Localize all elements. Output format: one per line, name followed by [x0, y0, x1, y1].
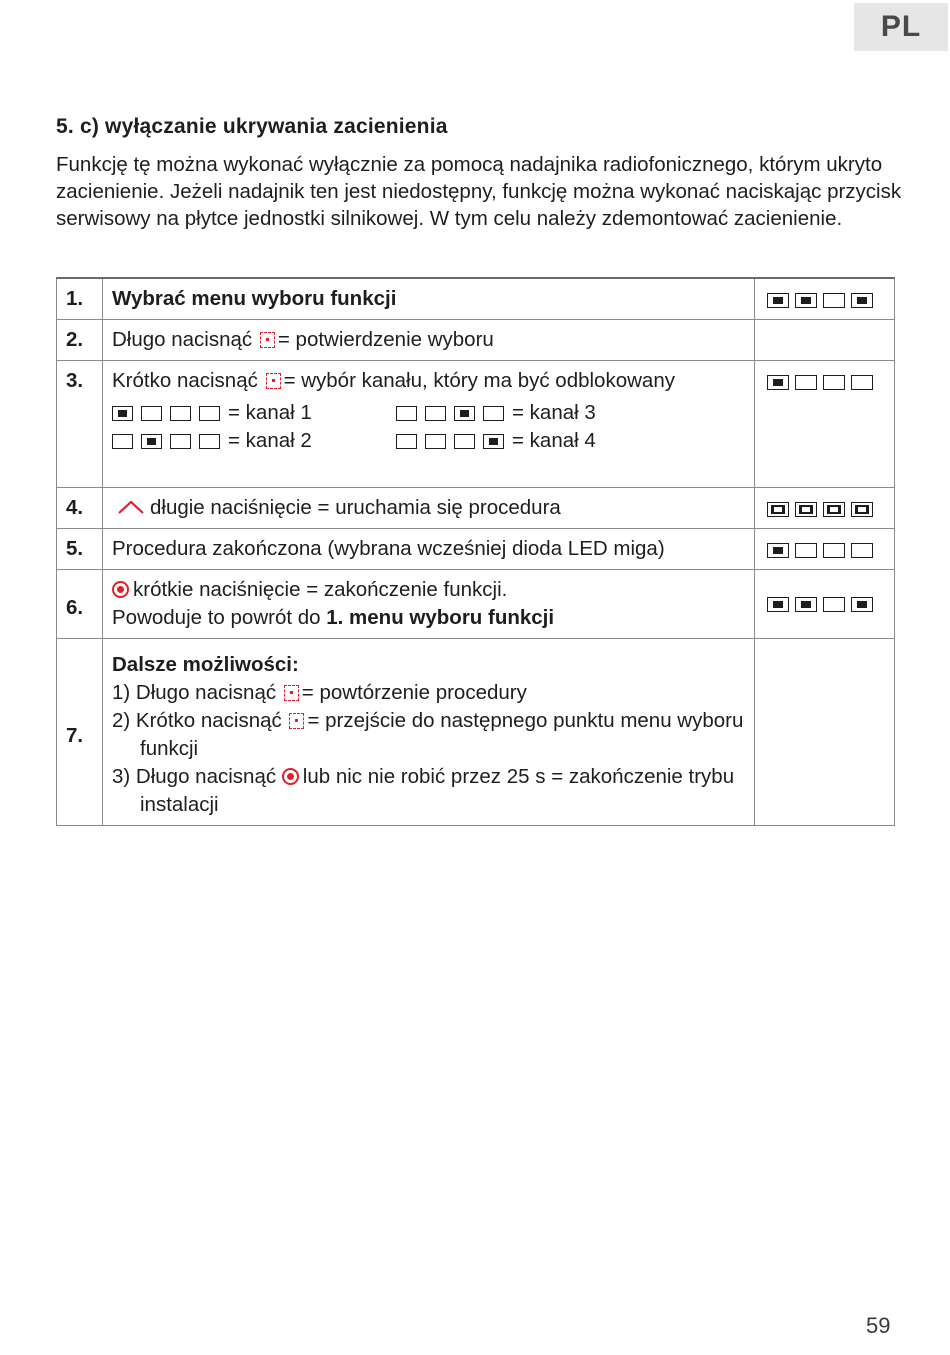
steps-table: [56, 277, 895, 826]
led-on-icon: [141, 434, 162, 449]
led-blink-icon: [795, 502, 817, 517]
programming-button-icon: [260, 332, 275, 348]
option-text: lub nic nie robić przez 25 s = zakończenie trybu instalacji: [140, 765, 735, 816]
step-text: [103, 320, 755, 361]
led-on-icon: [112, 406, 133, 421]
option-text: 1) Długo nacisnąć: [112, 681, 277, 704]
option-item: [112, 679, 746, 707]
stop-button-icon: [282, 768, 299, 785]
led-off-icon: [851, 375, 873, 390]
led-on-icon: [767, 597, 789, 612]
page-number: 59: [866, 1313, 891, 1338]
stop-button-icon: [112, 581, 129, 598]
led-off-icon: [396, 434, 417, 449]
step-text-part: Długo nacisnąć: [112, 328, 253, 351]
step-number: 1.: [57, 278, 103, 320]
led-indicators: [755, 639, 895, 826]
step-text-part: = wybór kanału, który ma być odblokowany: [283, 369, 675, 392]
led-off-icon: [396, 406, 417, 421]
led-indicators: [755, 320, 895, 361]
channel-label: = kanał 1: [228, 401, 312, 424]
led-on-icon: [454, 406, 475, 421]
table-row: [57, 278, 895, 320]
language-tab: PL: [854, 3, 948, 51]
channel-label: = kanał 3: [512, 401, 596, 424]
led-on-icon: [851, 293, 873, 308]
channel-leds: [396, 399, 512, 427]
channel-leds: [112, 399, 228, 427]
led-on-icon: [767, 543, 789, 558]
step-number: 6.: [57, 570, 103, 639]
led-off-icon: [170, 406, 191, 421]
table-row: [57, 639, 895, 826]
channel-item: [112, 427, 396, 455]
programming-button-icon: [266, 373, 281, 389]
channel-item: [112, 399, 396, 427]
programming-button-icon: [284, 685, 299, 701]
led-indicators: [755, 488, 895, 529]
led-indicators: [755, 570, 895, 639]
led-on-icon: [767, 293, 789, 308]
led-on-icon: [795, 293, 817, 308]
option-text: = przejście do następnego punktu menu wyboru funkcji: [140, 709, 744, 760]
led-blink-icon: [823, 502, 845, 517]
option-text: 2) Krótko nacisnąć: [112, 709, 282, 732]
channel-legend: [112, 399, 746, 455]
step-text-emphasis: 1. menu wyboru funkcji: [326, 606, 555, 629]
up-arrow-icon: [116, 499, 146, 515]
option-item: [112, 707, 746, 763]
channel-label: = kanał 2: [228, 429, 312, 452]
step-text-part: krótkie naciśnięcie = zakończenie funkcji.: [133, 578, 508, 601]
led-off-icon: [112, 434, 133, 449]
led-on-icon: [795, 597, 817, 612]
led-indicators: [755, 361, 895, 488]
led-off-icon: [823, 597, 845, 612]
channel-leds: [112, 427, 228, 455]
intro-paragraph: Funkcję tę można wykonać wyłącznie za pomocą nadajnika radiofonicznego, którym ukryto zacienienie. Jeżeli nadajnik ten jest niedostępny, funkcję można wykonać naciskając przycisk serwisowy na płytce jednostki silnikowej. W tym celu należy zdemontować zacienienie.: [56, 153, 902, 230]
led-off-icon: [454, 434, 475, 449]
led-off-icon: [795, 543, 817, 558]
option-item: [112, 763, 746, 819]
channel-item: [396, 427, 696, 455]
step-text-part: = potwierdzenie wyboru: [277, 328, 494, 351]
step-text-part: Krótko nacisnąć: [112, 369, 258, 392]
led-blink-icon: [767, 502, 789, 517]
channel-item: [396, 399, 696, 427]
section-heading: 5. c) wyłączanie ukrywania zacienienia: [56, 115, 448, 138]
table-row: [57, 361, 895, 488]
table-row: [57, 488, 895, 529]
programming-button-icon: [289, 713, 304, 729]
table-row: [57, 570, 895, 639]
step-text: [103, 488, 755, 529]
led-off-icon: [199, 434, 220, 449]
led-off-icon: [483, 406, 504, 421]
led-off-icon: [823, 375, 845, 390]
step-text: Procedura zakończona (wybrana wcześniej dioda LED miga): [103, 529, 755, 570]
options-title: Dalsze możliwości:: [112, 653, 299, 676]
table-row: [57, 320, 895, 361]
table-row: [57, 529, 895, 570]
step-number: 3.: [57, 361, 103, 488]
led-off-icon: [851, 543, 873, 558]
led-off-icon: [425, 434, 446, 449]
channel-label: = kanał 4: [512, 429, 596, 452]
led-on-icon: [851, 597, 873, 612]
step-number: 4.: [57, 488, 103, 529]
led-on-icon: [483, 434, 504, 449]
step-text: [103, 361, 755, 488]
option-text: 3) Długo nacisnąć: [112, 765, 277, 788]
led-off-icon: [823, 543, 845, 558]
step-number: 5.: [57, 529, 103, 570]
led-off-icon: [170, 434, 191, 449]
led-off-icon: [795, 375, 817, 390]
step-number: 2.: [57, 320, 103, 361]
step-text: [103, 570, 755, 639]
led-off-icon: [823, 293, 845, 308]
channel-leds: [396, 427, 512, 455]
option-text: = powtórzenie procedury: [301, 681, 527, 704]
step-text: [103, 639, 755, 826]
led-on-icon: [767, 375, 789, 390]
step-number: 7.: [57, 639, 103, 826]
led-off-icon: [425, 406, 446, 421]
led-off-icon: [199, 406, 220, 421]
step-text: Wybrać menu wyboru funkcji: [103, 278, 755, 320]
led-off-icon: [141, 406, 162, 421]
led-indicators: [755, 278, 895, 320]
step-text-part: Powoduje to powrót do: [112, 606, 321, 629]
led-indicators: [755, 529, 895, 570]
led-blink-icon: [851, 502, 873, 517]
step-text-part: długie naciśnięcie = uruchamia się procedura: [150, 496, 561, 519]
